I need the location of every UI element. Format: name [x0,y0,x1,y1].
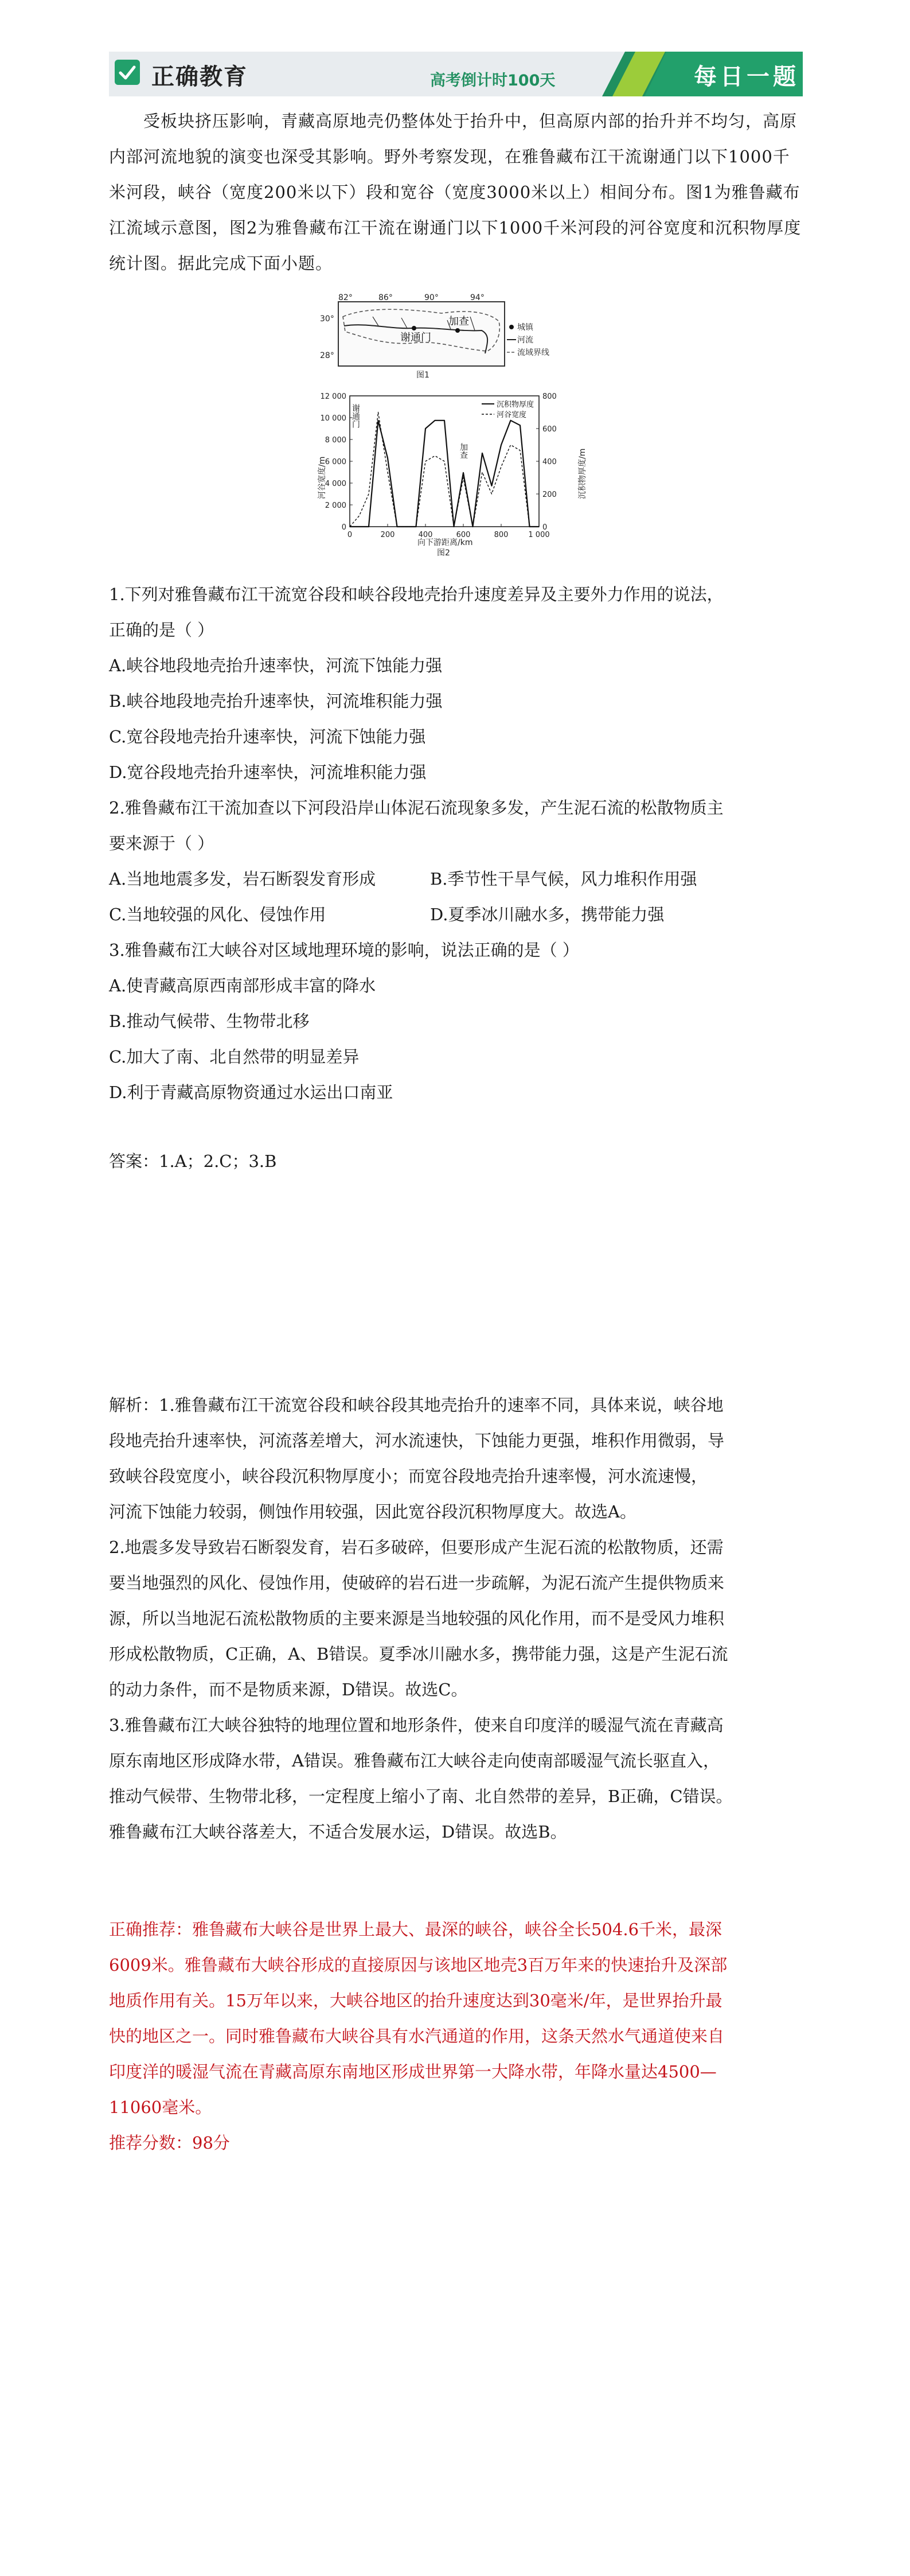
series-line-valley-width [350,413,539,527]
analysis-line: 形成松散物质，C正确，A、B错误。夏季冰川融水多，携带能力强，这是产生泥石流 [109,1644,728,1664]
analysis-line: 推动气候带、生物带北移，一定程度上缩小了南、北自然带的差异，B正确，C错误。 [109,1787,733,1806]
lon-label: 82° [338,294,353,302]
y-right-tick-label: 400 [542,458,557,466]
q1-stem: 1.下列对雅鲁藏布江干流宽谷段和峡谷段地壳抬升速度差异及主要外力作用的说法， [109,585,724,604]
q1-option-d: D.宽谷段地壳抬升速率快，河流堆积能力强 [109,762,427,782]
lon-label: 86° [378,294,393,302]
countdown-label: 高考倒计时100天 [430,72,556,90]
q2-stem-cont: 要来源于（ ） [109,834,214,853]
x-tick-label: 0 [347,531,353,539]
intro-paragraph: 受板块挤压影响，青藏高原地壳仍整体处于抬升中，但高原内部的抬升并不均匀，高原内部河流地貌的演变也深受其影响。野外考察发现，在雅鲁藏布江干流谢通门以下1000千米河段，峡谷（宽度200米以下）段和宽谷（宽度3000米以上）相间分布。图1为雅鲁藏布江流域示意图，图2为雅鲁藏布江干流在谢通门以下1000千米河段的河谷宽度和沉积物厚度统计图。据此完成下面小题。 [109,111,802,273]
place-label-xietongmen: 谢通门 [351,404,360,428]
y-left-tick-label: 12 000 [320,392,346,401]
analysis-line: 的动力条件，而不是物质来源，D错误。故选C。 [109,1680,468,1699]
q1-option-c: C.宽谷段地壳抬升速率快，河流下蚀能力强 [109,727,426,746]
figure-1-caption: 图1 [416,371,429,380]
q2-option-a: A.当地地震多发，岩石断裂发育形成 [109,869,376,889]
town-marker [412,326,416,330]
answer-line: 答案：1.A；2.C；3.B [109,1151,277,1171]
lon-label: 94° [470,294,485,302]
lat-label: 30° [320,314,334,324]
figure-2-caption: 图2 [437,548,450,557]
q3-option-a: A.使青藏高原西南部形成丰富的降水 [109,976,376,995]
q3-option-c: C.加大了南、北自然带的明显差异 [109,1047,360,1067]
analysis-line: 源，所以当地泥石流松散物质的主要来源是当地较强的风化作用，而不是受风力堆积 [109,1609,725,1628]
place-label: 谢通门 [400,332,431,344]
y-right-tick-label: 800 [542,392,557,401]
analysis-line: 段地壳抬升速率快，河流落差增大，河水流速快，下蚀能力更强，堆积作用微弱，导 [109,1431,725,1450]
logo-check-icon [115,60,140,85]
place-label-jiacha: 加查 [459,443,468,459]
legend-label: 流域界线 [517,348,549,357]
y-left-tick-label: 2 000 [325,501,346,510]
q1-stem-cont: 正确的是（ ） [109,620,214,640]
x-tick-label: 1 000 [528,531,550,539]
recommend-line: 印度洋的暖湿气流在青藏高原东南地区形成世界第一大降水带，年降水量达4500— [109,2062,717,2081]
y-left-tick-label: 8 000 [325,436,346,445]
town-marker [455,328,460,333]
y-left-label: 河谷宽度/m [318,456,327,499]
daily-question-label: 每日一题 [694,64,799,90]
q1-option-a: A.峡谷地段地壳抬升速率快，河流下蚀能力强 [109,656,443,675]
recommend-line: 快的地区之一。同时雅鲁藏布大峡谷具有水汽通道的作用，这条天然水气通道使来自 [109,2026,725,2046]
header-banner [109,52,803,96]
q2-option-d: D.夏季冰川融水多，携带能力强 [430,905,665,924]
recommend-line: 地质作用有关。15万年以来，大峡谷地区的抬升速度达到30毫米/年，是世界抬升最 [109,1991,722,2010]
analysis-line: 解析：1.雅鲁藏布江干流宽谷段和峡谷段其地壳抬升的速率不同，具体来说，峡谷地 [109,1395,724,1415]
analysis-line: 3.雅鲁藏布江大峡谷独特的地理位置和地形条件，使来自印度洋的暖湿气流在青藏高 [109,1715,724,1735]
q3-option-d: D.利于青藏高原物资通过水运出口南亚 [109,1083,393,1102]
lon-label: 90° [424,294,439,302]
lat-label: 28° [320,351,334,360]
y-left-tick-label: 4 000 [325,480,346,488]
q3-stem: 3.雅鲁藏布江大峡谷对区域地理环境的影响，说法正确的是（ ） [109,940,579,960]
recommend-line: 正确推荐：雅鲁藏布大峡谷是世界上最大、最深的峡谷，峡谷全长504.6千米，最深 [109,1920,722,1939]
analysis-line: 原东南地区形成降水带，A错误。雅鲁藏布江大峡谷走向使南部暖湿气流长驱直入， [109,1751,720,1770]
legend-label: 城镇 [517,323,533,332]
q1-option-b: B.峡谷地段地壳抬升速率快，河流堆积能力强 [109,691,443,711]
x-tick-label: 400 [418,531,433,539]
place-label: 加查 [448,316,469,328]
analysis-line: 河流下蚀能力较弱，侧蚀作用较强，因此宽谷段沉积物厚度大。故选A。 [109,1502,636,1522]
legend-valley-width: 河谷宽度 [497,411,527,419]
legend-label: 河流 [517,336,533,345]
analysis-line: 雅鲁藏布江大峡谷落差大，不适合发展水运，D错误。故选B。 [109,1822,567,1842]
q2-option-c: C.当地较强的风化、侵蚀作用 [109,905,326,924]
y-right-tick-label: 0 [542,523,548,532]
brand-name: 正确教育 [151,64,248,90]
y-right-tick-label: 600 [542,425,557,434]
q3-option-b: B.推动气候带、生物带北移 [109,1011,310,1031]
q2-stem: 2.雅鲁藏布江干流加查以下河段沿岸山体泥石流现象多发，产生泥石流的松散物质主 [109,798,724,818]
series-line-sediment [350,421,539,527]
q2-option-b: B.季节性干旱气候，风力堆积作用强 [430,869,697,889]
y-left-tick-label: 10 000 [320,414,346,423]
y-left-tick-label: 6 000 [325,458,346,466]
y-right-tick-label: 200 [542,491,557,499]
recommend-line: 6009米。雅鲁藏布大峡谷形成的直接原因与该地区地壳3百万年来的快速抬升及深部 [109,1955,728,1975]
figure-1-map [315,294,568,382]
y-right-label: 沉积物厚度/m [578,448,587,499]
legend-sediment: 沉积物厚度 [497,400,534,409]
x-tick-label: 600 [456,531,471,539]
recommend-score: 推荐分数：98分 [109,2133,230,2153]
figure-2-chart [315,390,602,559]
analysis-line: 2.地震多发导致岩石断裂发育，岩石多破碎，但要形成产生泥石流的松散物质，还需 [109,1538,724,1557]
x-axis-label: 向下游距离/km [417,538,473,547]
x-tick-label: 800 [494,531,509,539]
y-left-tick-label: 0 [341,523,346,532]
analysis-line: 致峡谷段宽度小，峡谷段沉积物厚度小；而宽谷段地壳抬升速率慢，河水流速慢， [109,1466,708,1486]
analysis-line: 要当地强烈的风化、侵蚀作用，使破碎的岩石进一步疏解，为泥石流产生提供物质来 [109,1573,725,1593]
x-tick-label: 200 [380,531,395,539]
recommend-line: 11060毫米。 [109,2098,212,2117]
